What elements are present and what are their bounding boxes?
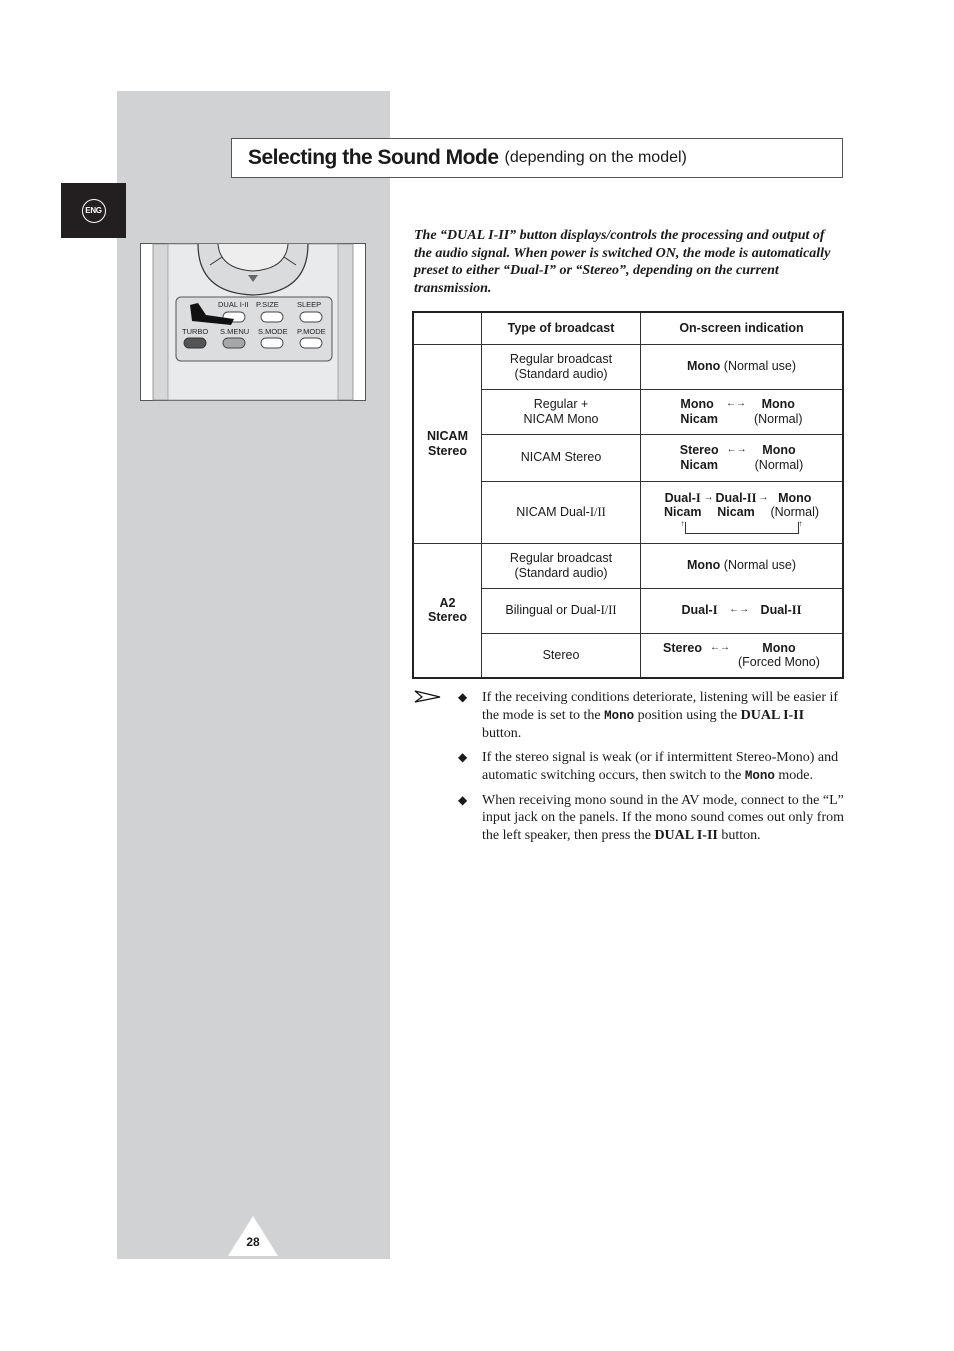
page-title: Selecting the Sound Mode	[248, 146, 499, 169]
page-number-marker	[228, 1216, 278, 1256]
remote-label-psize: P.SIZE	[256, 300, 279, 309]
broadcast-type: Stereo	[482, 633, 641, 678]
language-badge: ENG	[82, 199, 106, 223]
table-header-blank	[413, 312, 482, 344]
sound-mode-table	[412, 311, 844, 679]
list-item: ◆ If the stereo signal is weak (or if intermittent Stereo-Mono) and automatic switching occurs, then switch to the Mono mode.	[458, 750, 839, 783]
remote-label-smode: S.MODE	[258, 327, 288, 336]
double-arrow-icon: ←→	[725, 398, 746, 409]
remote-label-sleep: SLEEP	[297, 300, 322, 309]
broadcast-type: Regular broadcast (Standard audio)	[482, 344, 641, 389]
notes-section	[414, 689, 844, 851]
remote-smode-button	[261, 338, 283, 348]
double-arrow-icon: ←→	[709, 641, 730, 653]
right-arrow-icon: →	[758, 491, 769, 503]
double-arrow-icon: ←→	[729, 604, 750, 616]
table-row	[413, 344, 843, 389]
onscreen-indication: Dual-I ←→ Dual-II	[641, 588, 844, 633]
right-arrow-icon: →	[703, 491, 714, 503]
broadcast-type: NICAM Stereo	[482, 434, 641, 481]
remote-sleep-button	[300, 312, 322, 322]
broadcast-type: Regular + NICAM Mono	[482, 389, 641, 434]
onscreen-indication: Mono ←→ Mono Nicam (Normal)	[641, 389, 844, 434]
page-title-box	[231, 138, 843, 178]
onscreen-indication: Stereo ←→ Mono (Forced Mono)	[641, 633, 844, 678]
remote-psize-button	[261, 312, 283, 322]
page-subtitle: (depending on the model)	[504, 149, 687, 166]
list-item: ◆ When receiving mono sound in the AV mode, connect to the “L” input jack on the panels. If the mono sound comes out only from the left speaker, then press the DUAL I-II button.	[458, 792, 844, 843]
table-row	[413, 543, 843, 588]
remote-label-turbo: TURBO	[182, 327, 209, 336]
return-loop-arrow-icon: ↑ ↑	[683, 522, 801, 534]
group-a2-stereo: A2 Stereo	[413, 543, 482, 678]
double-arrow-icon: ←→	[726, 444, 747, 455]
remote-label-pmode: P.MODE	[297, 327, 326, 336]
onscreen-indication: Mono (Normal use)	[641, 344, 844, 389]
language-tab	[61, 183, 126, 238]
remote-turbo-button	[184, 338, 206, 348]
diamond-bullet-icon: ◆	[458, 750, 468, 764]
broadcast-type: Bilingual or Dual-I/II	[482, 588, 641, 633]
page-number: 28	[246, 1235, 260, 1249]
remote-label-smenu: S.MENU	[220, 327, 250, 336]
onscreen-indication: Mono (Normal use)	[641, 543, 844, 588]
intro-paragraph: The “DUAL I-II” button displays/controls the processing and output of the audio signal. When power is switched ON, the mode is automatically preset to either “Dual-I” or “Stereo”, depending on the current transmission.	[414, 228, 831, 296]
diamond-bullet-icon: ◆	[458, 690, 468, 704]
table-header-type: Type of broadcast	[482, 312, 641, 344]
remote-pmode-button	[300, 338, 322, 348]
table-header-row	[413, 312, 843, 344]
remote-control-illustration	[140, 243, 366, 401]
group-nicam-stereo: NICAM Stereo	[413, 344, 482, 543]
remote-label-dual: DUAL I-II	[218, 300, 249, 309]
table-header-indication: On-screen indication	[641, 312, 844, 344]
onscreen-indication: Stereo ←→ Mono Nicam (Normal)	[641, 434, 844, 481]
diamond-bullet-icon: ◆	[458, 792, 468, 807]
list-item: ◆ If the receiving conditions deteriorate, listening will be easier if the mode is set to the Mono position using the DUAL I-II button.	[458, 690, 839, 741]
broadcast-type: Regular broadcast (Standard audio)	[482, 543, 641, 588]
onscreen-indication: Dual-I → Dual-II → Mono Nicam Nicam (Normal) ↑ ↑	[641, 481, 844, 543]
broadcast-type: NICAM Dual-I/II	[482, 481, 641, 543]
remote-smenu-button	[223, 338, 245, 348]
